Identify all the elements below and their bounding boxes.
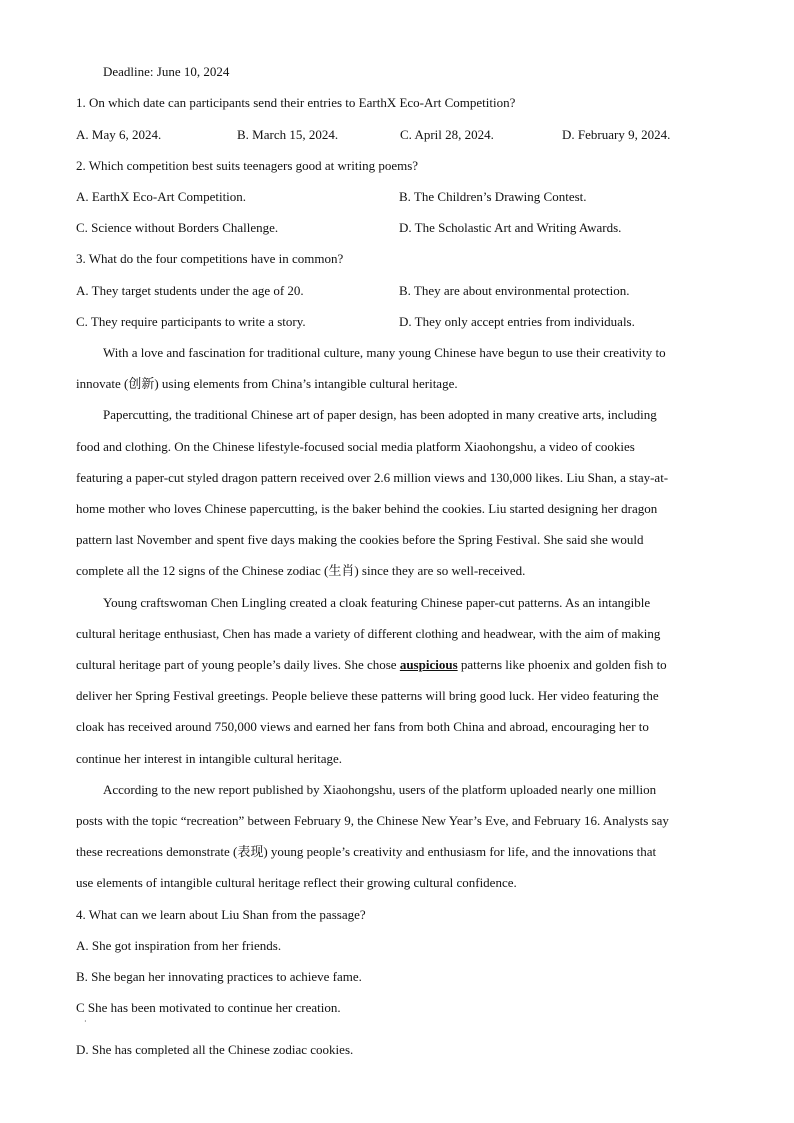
passage-line: With a love and fascination for traditional culture, many young Chinese have begun to use their creativity to [103, 345, 666, 360]
passage-line: posts with the topic “recreation” between February 9, the Chinese New Year’s Eve, and February 16. Analysts say [76, 813, 669, 828]
passage-line: use elements of intangible cultural heritage reflect their growing cultural confidence. [76, 875, 517, 890]
passage-line: pattern last November and spent five days making the cookies before the Spring Festival. She said she would [76, 532, 644, 547]
passage-line: complete all the 12 signs of the Chinese zodiac (生肖) since they are so well-received. [76, 563, 526, 578]
passage-line: Young craftswoman Chen Lingling created a cloak featuring Chinese paper-cut patterns. As an intangible [103, 595, 651, 610]
question-4-stem: 4. What can we learn about Liu Shan from the passage? [76, 907, 366, 922]
question-4-option-c: C She has been motivated to continue her creation. [76, 1000, 341, 1015]
question-1-option-b: B. March 15, 2024. [237, 127, 339, 142]
question-3-option-b: B. They are about environmental protection. [399, 283, 630, 298]
question-2-option-b: B. The Children’s Drawing Contest. [399, 189, 587, 204]
passage-line: deliver her Spring Festival greetings. People believe these patterns will bring good luck. Her video featuring the [76, 688, 659, 703]
question-4-option-d: D. She has completed all the Chinese zodiac cookies. [76, 1042, 354, 1057]
question-3-stem: 3. What do the four competitions have in common? [76, 251, 344, 266]
question-4-option-a: A. She got inspiration from her friends. [76, 938, 282, 953]
question-4-option-b: B. She began her innovating practices to achieve fame. [76, 969, 362, 984]
question-2-option-a: A. EarthX Eco-Art Competition. [76, 189, 247, 204]
passage-line: According to the new report published by Xiaohongshu, users of the platform uploaded nearly one million [103, 782, 657, 797]
question-1-option-a: A. May 6, 2024. [76, 127, 162, 142]
passage-line: featuring a paper-cut styled dragon pattern received over 2.6 million views and 130,000 likes. Liu Shan, a stay-at- [76, 470, 669, 485]
passage-text: cultural heritage part of young people’s daily lives. She chose [76, 657, 400, 672]
passage-line [76, 657, 667, 673]
question-3-option-a: A. They target students under the age of 20. [76, 283, 304, 298]
question-3-option-c: C. They require participants to write a story. [76, 314, 306, 329]
underlined-word: auspicious [399, 657, 458, 672]
passage-line: these recreations demonstrate (表现) young people’s creativity and enthusiasm for life, and the innovations that [76, 844, 657, 859]
question-1-option-c: C. April 28, 2024. [400, 127, 494, 142]
passage-line: home mother who loves Chinese papercutting, is the baker behind the cookies. Liu started designing her dragon [76, 501, 658, 516]
question-1-stem: 1. On which date can participants send their entries to EarthX Eco-Art Competition? [76, 95, 516, 110]
passage-line: cultural heritage enthusiast, Chen has made a variety of different clothing and headwear, with the aim of making [76, 626, 661, 641]
deadline-line: Deadline: June 10, 2024 [103, 64, 230, 79]
passage-line: innovate (创新) using elements from China’s intangible cultural heritage. [76, 376, 458, 391]
stray-dot-mark: · [84, 1017, 87, 1026]
passage-line: cloak has received around 750,000 views and earned her fans from both China and abroad, encouraging her to [76, 719, 649, 734]
passage-line: continue her interest in intangible cultural heritage. [76, 751, 343, 766]
question-1-option-d: D. February 9, 2024. [562, 127, 671, 142]
passage-line: Papercutting, the traditional Chinese art of paper design, has been adopted in many creative arts, including [103, 407, 657, 422]
question-2-option-c: C. Science without Borders Challenge. [76, 220, 279, 235]
question-2-stem: 2. Which competition best suits teenagers good at writing poems? [76, 158, 419, 173]
question-2-option-d: D. The Scholastic Art and Writing Awards. [399, 220, 622, 235]
question-3-option-d: D. They only accept entries from individuals. [399, 314, 635, 329]
passage-text: patterns like phoenix and golden fish to [457, 657, 667, 672]
passage-line: food and clothing. On the Chinese lifestyle-focused social media platform Xiaohongshu, a video of cookies [76, 439, 635, 454]
